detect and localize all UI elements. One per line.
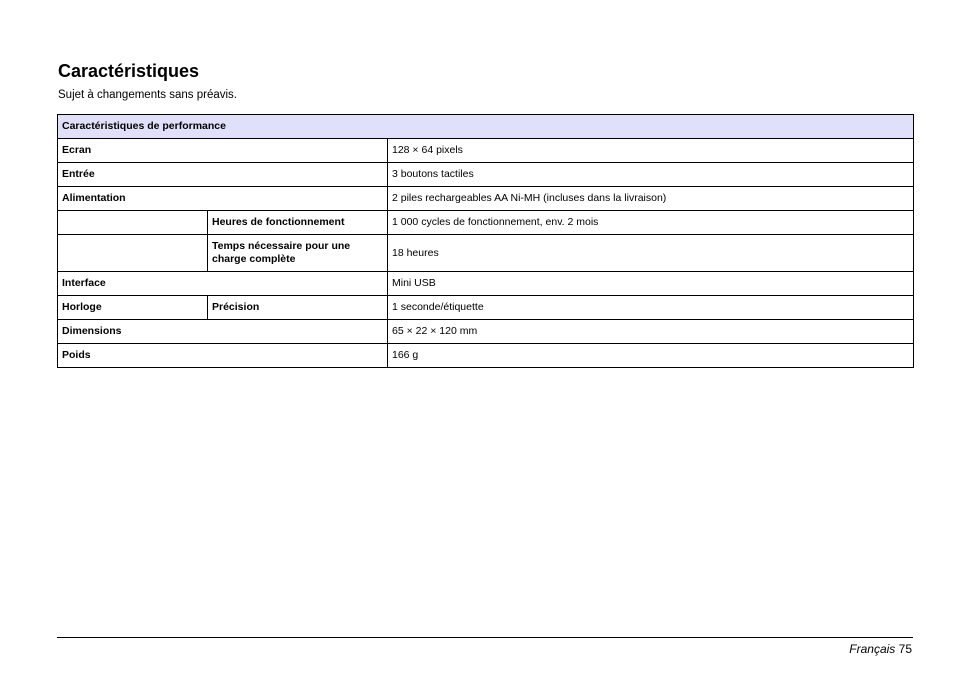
- row-label: Interface: [58, 272, 388, 296]
- row-value: Mini USB: [388, 272, 914, 296]
- table-row: [58, 272, 914, 296]
- table-header-row: [58, 115, 914, 139]
- table-row: [58, 163, 914, 187]
- row-sublabel: Précision: [208, 296, 388, 320]
- table-row: [58, 344, 914, 368]
- row-label: Poids: [58, 344, 388, 368]
- row-value: 1 000 cycles de fonctionnement, env. 2 mois: [388, 211, 914, 235]
- page-title: Caractéristiques: [58, 61, 200, 81]
- table-row: [58, 187, 914, 211]
- row-label: [58, 235, 208, 272]
- row-label: Ecran: [58, 139, 388, 163]
- row-value: 128 × 64 pixels: [388, 139, 914, 163]
- page-footer: [849, 642, 912, 656]
- page-subtitle: Sujet à changements sans préavis.: [58, 89, 237, 101]
- row-value: 2 piles rechargeables AA Ni-MH (incluses dans la livraison): [388, 187, 914, 211]
- footer-divider: [57, 637, 913, 638]
- table-row: [58, 211, 914, 235]
- table-row: [58, 320, 914, 344]
- page-number: 75: [898, 642, 912, 656]
- row-sublabel: Heures de fonctionnement: [208, 211, 388, 235]
- table-header: Caractéristiques de performance: [58, 115, 914, 139]
- table-row: [58, 296, 914, 320]
- row-label: [58, 211, 208, 235]
- row-value: 3 boutons tactiles: [388, 163, 914, 187]
- table-row: [58, 235, 914, 272]
- table-row: [58, 139, 914, 163]
- row-label: Dimensions: [58, 320, 388, 344]
- row-value: 1 seconde/étiquette: [388, 296, 914, 320]
- row-value: 166 g: [388, 344, 914, 368]
- row-label: Horloge: [58, 296, 208, 320]
- row-sublabel: Temps nécessaire pour une charge complète: [208, 235, 388, 272]
- row-value: 65 × 22 × 120 mm: [388, 320, 914, 344]
- row-label: Entrée: [58, 163, 388, 187]
- row-label: Alimentation: [58, 187, 388, 211]
- footer-language: Français: [849, 642, 896, 656]
- specifications-table: [57, 114, 914, 368]
- row-value: 18 heures: [388, 235, 914, 272]
